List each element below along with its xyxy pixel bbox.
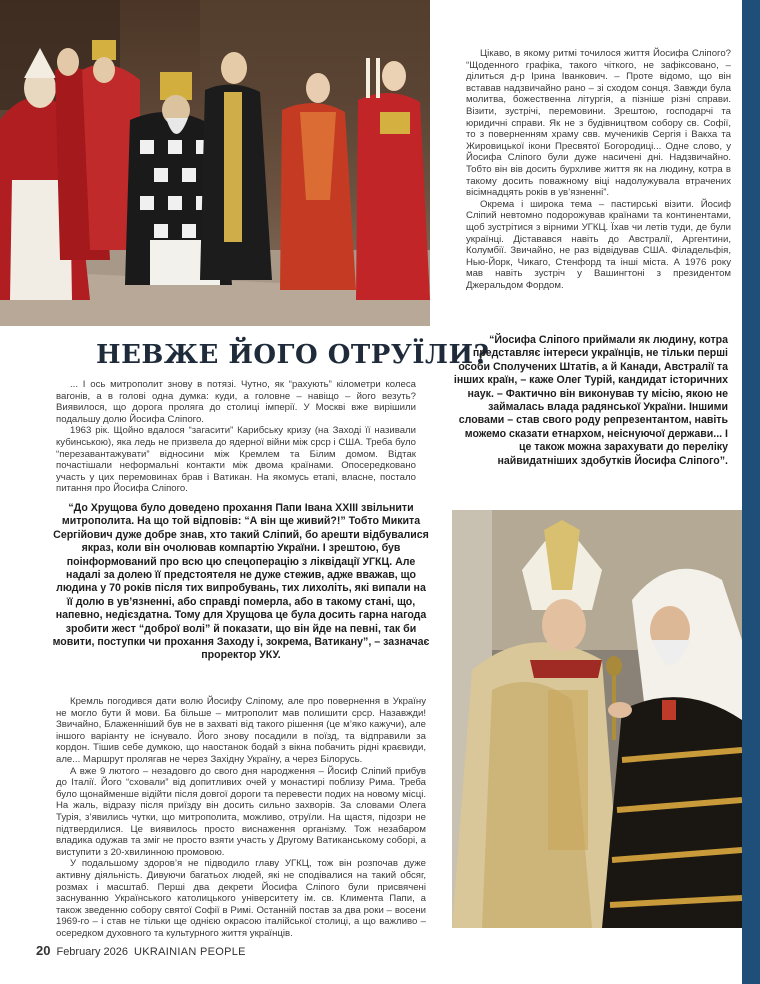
left-column-text-bottom [56, 696, 426, 939]
paragraph: А вже 9 лютого – незадовго до свого дня народження – Йосиф Сліпий прибув до Італії. Його “сховали” від допитливих очей у монастирі поблизу Рима. Треба було щонайменше відійти після довгої дороги та перевести подих на новому місці. На жаль, відразу після приїзду він досить сильно захворів. За словами Олега Турія, з’явились чутки, що митрополита, можливо, отруїли. На щастя, підозри не підтвердилися. Це виявилось просто виснаження організму. Тож незабаром владика одужав та зміг не просто взяти участь у Другому Ватиканському соборі, а виступити з 20-хвилинною промовою. [56, 765, 426, 858]
article-headline: НЕВЖЕ ЙОГО ОТРУЇЛИ? [96, 340, 490, 370]
paragraph: Кремль погодився дати волю Йосифу Сліпому, але про повернення в Україну не могло бути й мови. Ба більше – митрополит мав полишити срср. Назавжди! Звичайно, Блаженніший був не в захваті від такого рішення (це м’яко кажучи), але іншого варіанту не існувало. Його знову посадили в поїзд, та відправили за кордон. Тішив себе думкою, що наостанок бодай з вікна побачить рідні краєвиди, але... Маршрут пролягав не через Західну Україну, а через Білорусь. [56, 696, 426, 765]
paragraph: У подальшому здоров’я не підводило главу УГКЦ, тож він розпочав дуже активну діяльність. Дивуючи багатьох людей, які не сподівалися на такий обсяг, розмах і масштаб. Перші два декрети Йосифа Сліпого були присвячені заснуванню Українського католицького університету ім. св. Климента Папи, а також зведенню собору святої Софії в Римі. Останній постав за два роки – восени 1969-го – і став не тільки ще однією окрасою італійської столиці, а що важливо – осередком духовного та культурного життя українців. [56, 858, 426, 939]
left-column-text-top [56, 379, 416, 495]
page-footer [36, 943, 246, 958]
page-number: 20 [36, 943, 51, 958]
pull-quote-prorector: “До Хрущова було доведено прохання Папи Івана XXIII звільнити митрополита. На що той відповів: “А він ще живий?!” Тобто Микита Сергійович дуже добре знав, хто такий Сліпий, бо арешти відбувалися якраз, коли він очолював компартію України. І зрештою, був поінформований про всю цю спецоперацію з ліквідації УГКЦ. Але надалі за долею її предстоятеля не дуже стежив, адже вважав, що людина у 70 років після тих випробувань, тих лихоліть, які випали на її долю в ув’язненні, або справді померла, або в такому стані, що, напевно, недієздатна. Тому для Хрущова це була досить гарна нагода зробити жест “доброї волі” й показати, що він йде на певні, так би мовити, поступки чи прохання Заходу і, зокрема, Ватикану”, – зазначає проректор УКУ. [52, 502, 430, 662]
edge-color-bar [742, 0, 760, 984]
magazine-name: UKRAINIAN PEOPLE [134, 946, 246, 958]
paragraph: 1963 рік. Щойно вдалося “загасити” Карибську кризу (на Заході її називали кубинською), яка ледь не призвела до ядерної війни між срср і США. Треба було “перезавантажувати” відносини між Кремлем та Білим домом. Відтак почастішали неформальні контакти між двома країнами. Опосередковано участь у цих перемовинах брав і Ватикан. На якомусь етапі, власне, постало питання про Йосифа Сліпого. [56, 425, 416, 495]
paragraph: Окрема і широка тема – пастирські візити. Йосиф Сліпий невтомно подорожував країнами та континентами, щоб зустрітися з вірними УГКЦ. Їхав чи летів туди, де були українці. Діставався навіть до Австралії, Аргентини, Колумбії. Звичайно, не раз відвідував США. Філадельфія, Нью-Йорк, Чикаго, Стенфорд та інші міста. А 1976 року мав навіть зустріч у Вашингтоні з президентом Джеральдом Фордом. [466, 198, 731, 291]
ceremony-photo [0, 0, 430, 326]
right-column-text [466, 48, 731, 291]
pull-quote-turiy: “Йосифа Сліпого приймали як людину, котра представляє інтереси українців, не тільки перші особи Сполучених Штатів, а й Канади, Австралії та інших країн, – каже Олег Турій, кандидат історичних наук. – Фактично він виконував ту місію, якою не займалась влада радянської України. Іншими словами – став свого роду репрезентантом, навіть можемо сказати етнархом, неіснуючої держави... І це також можна зарахувати до переліку найвидатніших здобутків Йосифа Сліпого”. [453, 334, 728, 467]
paragraph: ... І ось митрополит знову в потязі. Чутно, як “рахують” кілометри колеса вагонів, а в голові одна думка: куди, а головне – навіщо – його везуть? Виявилося, що дорога проляга до столиці імперії. У Москві вже вирішили подальшу долю Йосифа Сліпого. [56, 379, 416, 425]
issue-date: February 2026 [56, 946, 129, 958]
pope-meeting-photo [452, 510, 742, 928]
paragraph: Цікаво, в якому ритмі точилося життя Йосифа Сліпого? “Щоденного графіка, такого чіткого, не зафіксовано, – ділиться д-р Ірина Іванкович. – Проте відомо, що він вставав надзвичайно рано – зі сходом сонця. Завжди була молитва, божественна літургія, а пізніше різні справи. Візити, зустрічі, перемовини. Зрештою, господарчі та юридичні справи. Як не з будівництвом собору св. Софії, то з поверненням храму свв. мучеників Сергія і Вакха та Жировицької ікони Пресвятої Богородиці... Одне слово, у Йосифа Сліпого були дуже насичені дні. Надзвичайно. Тобто він вів досить бурхливе життя як на людину, котра в такому досить поважному віці надолужувала втрачених вісімнадцять років в ув’язненні”. [466, 48, 731, 199]
